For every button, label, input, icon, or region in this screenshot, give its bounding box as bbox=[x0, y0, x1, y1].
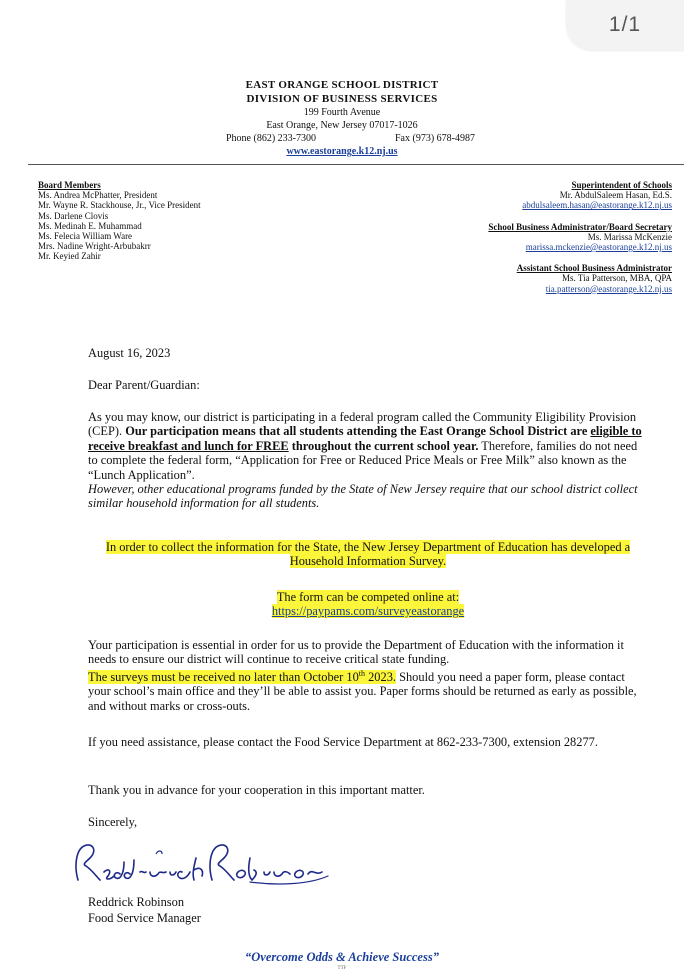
deadline-highlight: The surveys must be received no later than October 10th 2023. bbox=[88, 668, 396, 684]
board-member: Mr. Keyied Zahir bbox=[38, 251, 101, 262]
board-members bbox=[38, 180, 201, 262]
board-member: Ms. Felecia William Ware bbox=[38, 231, 133, 242]
salutation: Dear Parent/Guardian: bbox=[88, 378, 200, 392]
street-address: 199 Fourth Avenue bbox=[303, 107, 381, 118]
admin-email[interactable]: tia.patterson@eastorange.k12.nj.us bbox=[545, 283, 672, 294]
admin-title: Assistant School Business Administrator bbox=[516, 263, 672, 274]
signature-image bbox=[70, 836, 330, 892]
admin-name: Ms. Tia Patterson, MBA, QPA bbox=[562, 273, 672, 284]
admin-title: School Business Administrator/Board Secretary bbox=[488, 221, 672, 232]
header-divider bbox=[28, 164, 684, 165]
closing: Sincerely, bbox=[88, 815, 138, 829]
paragraph-participation bbox=[88, 638, 648, 713]
cep-bold: Our participation means that all students attending the East Orange School District are bbox=[125, 424, 591, 439]
participation-text: Your participation is essential in order for us to provide the Department of Education with the information it needs to ensure our district will continue to receive critical state funding. bbox=[88, 638, 624, 667]
page-indicator: 1/1 bbox=[566, 0, 684, 50]
admin-name: Mr. AbdulSaleem Hasan, Ed.S. bbox=[559, 190, 672, 201]
signer-name: Reddrick Robinson bbox=[88, 895, 185, 909]
phone-number: Phone (862) 233-7300 bbox=[226, 133, 316, 144]
cep-bold-end: throughout the current school year. bbox=[288, 438, 479, 453]
admin-email[interactable]: abdulsaleem.hasan@eastorange.k12.nj.us bbox=[522, 200, 672, 211]
district-motto: “Overcome Odds & Achieve Success” bbox=[245, 950, 439, 964]
board-member: Ms. Andrea McPhatter, President bbox=[38, 190, 158, 201]
admin-title: Superintendent of Schools bbox=[571, 180, 672, 190]
admin-email[interactable]: marissa.mckenzie@eastorange.k12.nj.us bbox=[525, 242, 672, 253]
cep-state-note: However, other educational programs funded by the State of New Jersey require that our school district collect similar household information for all students. bbox=[88, 482, 638, 511]
district-name: EAST ORANGE SCHOOL DISTRICT bbox=[245, 79, 439, 91]
city-address: East Orange, New Jersey 07017-1026 bbox=[266, 120, 418, 131]
fax-number: Fax (973) 678-4987 bbox=[395, 133, 475, 144]
board-member: Ms. Medinah E. Muhammad bbox=[38, 220, 142, 231]
survey-highlight: In order to collect the information for the State, the New Jersey Department of Education has developed a Household Information Survey. bbox=[105, 540, 631, 569]
typist-initials: TTF bbox=[337, 966, 347, 971]
division-name: DIVISION OF BUSINESS SERVICES bbox=[246, 93, 438, 105]
admin-name: Ms. Marissa McKenzie bbox=[587, 231, 672, 242]
cep-free-meals: eligible to receive breakfast and lunch for FREE bbox=[88, 424, 642, 453]
paragraph-thanks: Thank you in advance for your cooperation in this important matter. bbox=[88, 783, 425, 797]
form-line: The form can be competed online at: bbox=[276, 590, 460, 604]
paper-form-text: Should you need a paper form, please contact your school’s main office and they’ll be able to assist you. Paper forms should be returned as early as possible, and without marks or cross-outs. bbox=[88, 669, 637, 713]
board-member: Mrs. Nadine Wright-Arbubakrr bbox=[38, 241, 151, 252]
administration bbox=[488, 180, 672, 294]
online-form bbox=[88, 590, 648, 619]
survey-link[interactable]: https://paypams.com/surveyeastorange bbox=[271, 604, 465, 619]
contact-numbers bbox=[0, 132, 684, 145]
letter-date: August 16, 2023 bbox=[88, 346, 171, 360]
cep-application: Therefore, families do not need to complete the federal form, “Application for Free or Reduced Price Meals or Free Milk” also known as the “Lunch Application”. bbox=[88, 438, 638, 482]
paragraph-assistance: If you need assistance, please contact the Food Service Department at 862-233-7300, extension 28277. bbox=[88, 735, 598, 749]
board-title: Board Members bbox=[38, 180, 101, 190]
board-member: Ms. Darlene Clovis bbox=[38, 210, 109, 221]
paragraph-cep bbox=[88, 410, 648, 511]
cep-intro: As you may know, our district is participating in a federal program called the Community Eligibility Provision (CEP). bbox=[88, 410, 637, 439]
website-link[interactable]: www.eastorange.k12.nj.us bbox=[286, 146, 398, 157]
survey-notice bbox=[88, 540, 648, 569]
signer-title: Food Service Manager bbox=[88, 911, 201, 925]
board-member: Mr. Wayne R. Stackhouse, Jr., Vice President bbox=[38, 200, 201, 211]
letterhead bbox=[0, 78, 684, 159]
